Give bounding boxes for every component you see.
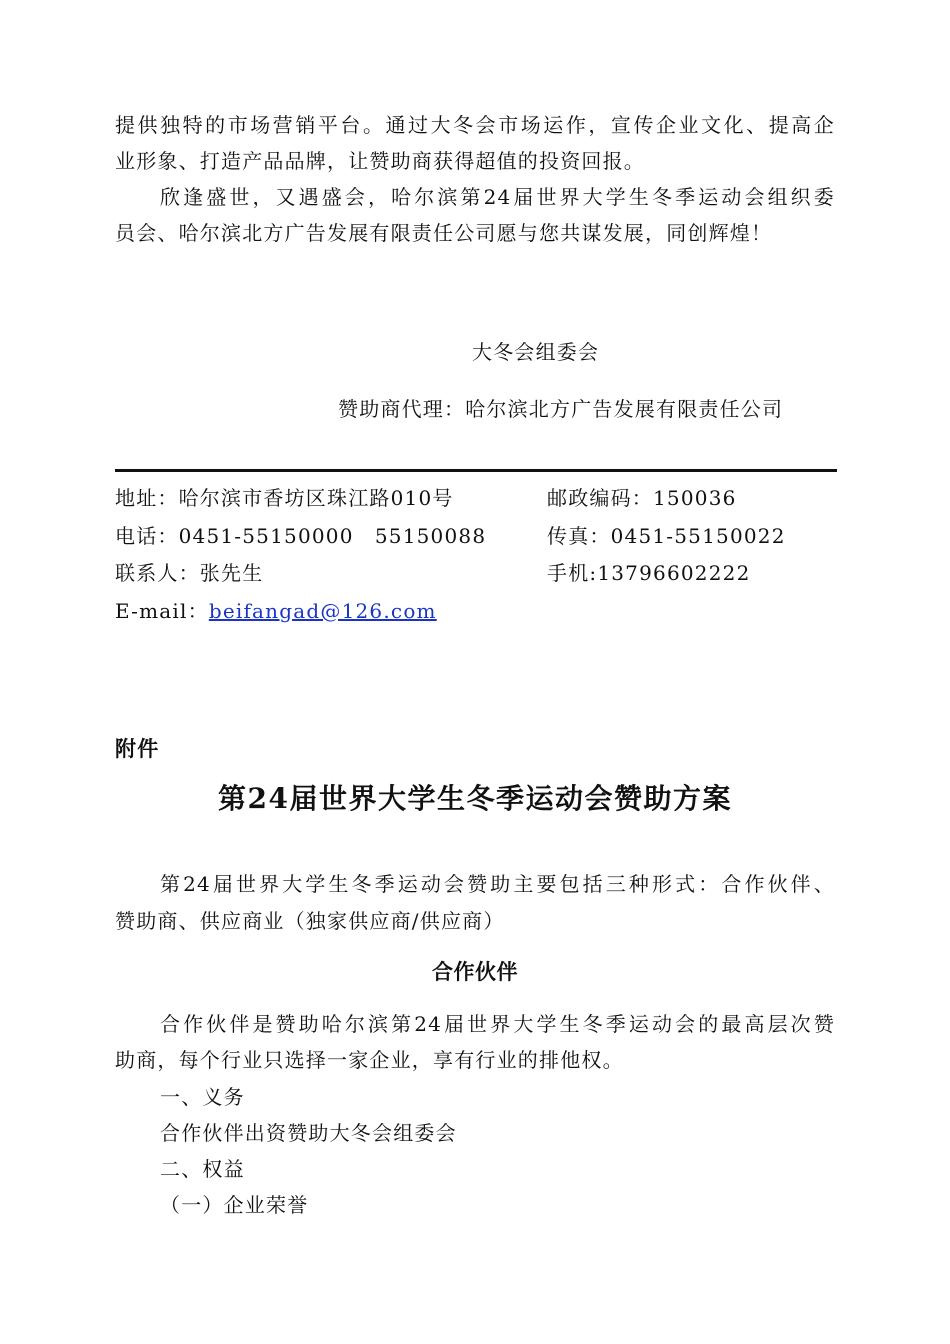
attachment-title: 第24届世界大学生冬季运动会赞助方案 [218,782,732,815]
contact-email-row [115,599,835,623]
attachment-label: 附件 [115,736,160,761]
contact-phone: 电话：0451-55150000 55150088 [115,524,487,548]
divider-rule [115,469,837,472]
contact-fax: 传真：0451-55150022 [547,524,786,548]
signature-agent: 赞助商代理：哈尔滨北方广告发展有限责任公司 [338,397,784,421]
item-obligations-text: 合作伙伴出资赞助大冬会组委会 [160,1121,457,1145]
intro-line-4: 员会、哈尔滨北方广告发展有限责任公司愿与您共谋发展，同创辉煌！ [115,221,773,245]
contact-address: 地址：哈尔滨市香坊区珠江路010号 [115,486,454,510]
intro-line-3: 欣逢盛世，又遇盛会，哈尔滨第24届世界大学生冬季运动会组织委 [160,185,835,209]
contact-postcode: 邮政编码：150036 [547,486,737,510]
partner-para-line-1: 合作伙伴是赞助哈尔滨第24届世界大学生冬季运动会的最高层次赞 [160,1012,835,1036]
email-label: E-mail： [115,599,209,623]
scheme-para-1-line-2: 赞助商、供应商业（独家供应商/供应商） [115,909,505,933]
intro-line-1: 提供独特的市场营销平台。通过大冬会市场运作，宣传企业文化、提高企 [115,113,835,137]
item-rights-sub: （一）企业荣誉 [160,1193,309,1217]
item-rights: 二、权益 [160,1157,245,1181]
signature-org: 大冬会组委会 [472,340,600,364]
email-link[interactable]: beifangad@126.com [208,599,437,623]
intro-line-2: 业形象、打造产品品牌，让赞助商获得超值的投资回报。 [115,149,645,173]
section-title: 合作伙伴 [432,960,518,984]
scheme-para-1-line-1: 第24届世界大学生冬季运动会赞助主要包括三种形式：合作伙伴、 [160,872,835,896]
contact-mobile: 手机:13796602222 [547,561,751,585]
partner-para-line-2: 助商，每个行业只选择一家企业，享有行业的排他权。 [115,1048,624,1072]
item-obligations: 一、义务 [160,1085,245,1109]
contact-person: 联系人：张先生 [115,561,264,585]
